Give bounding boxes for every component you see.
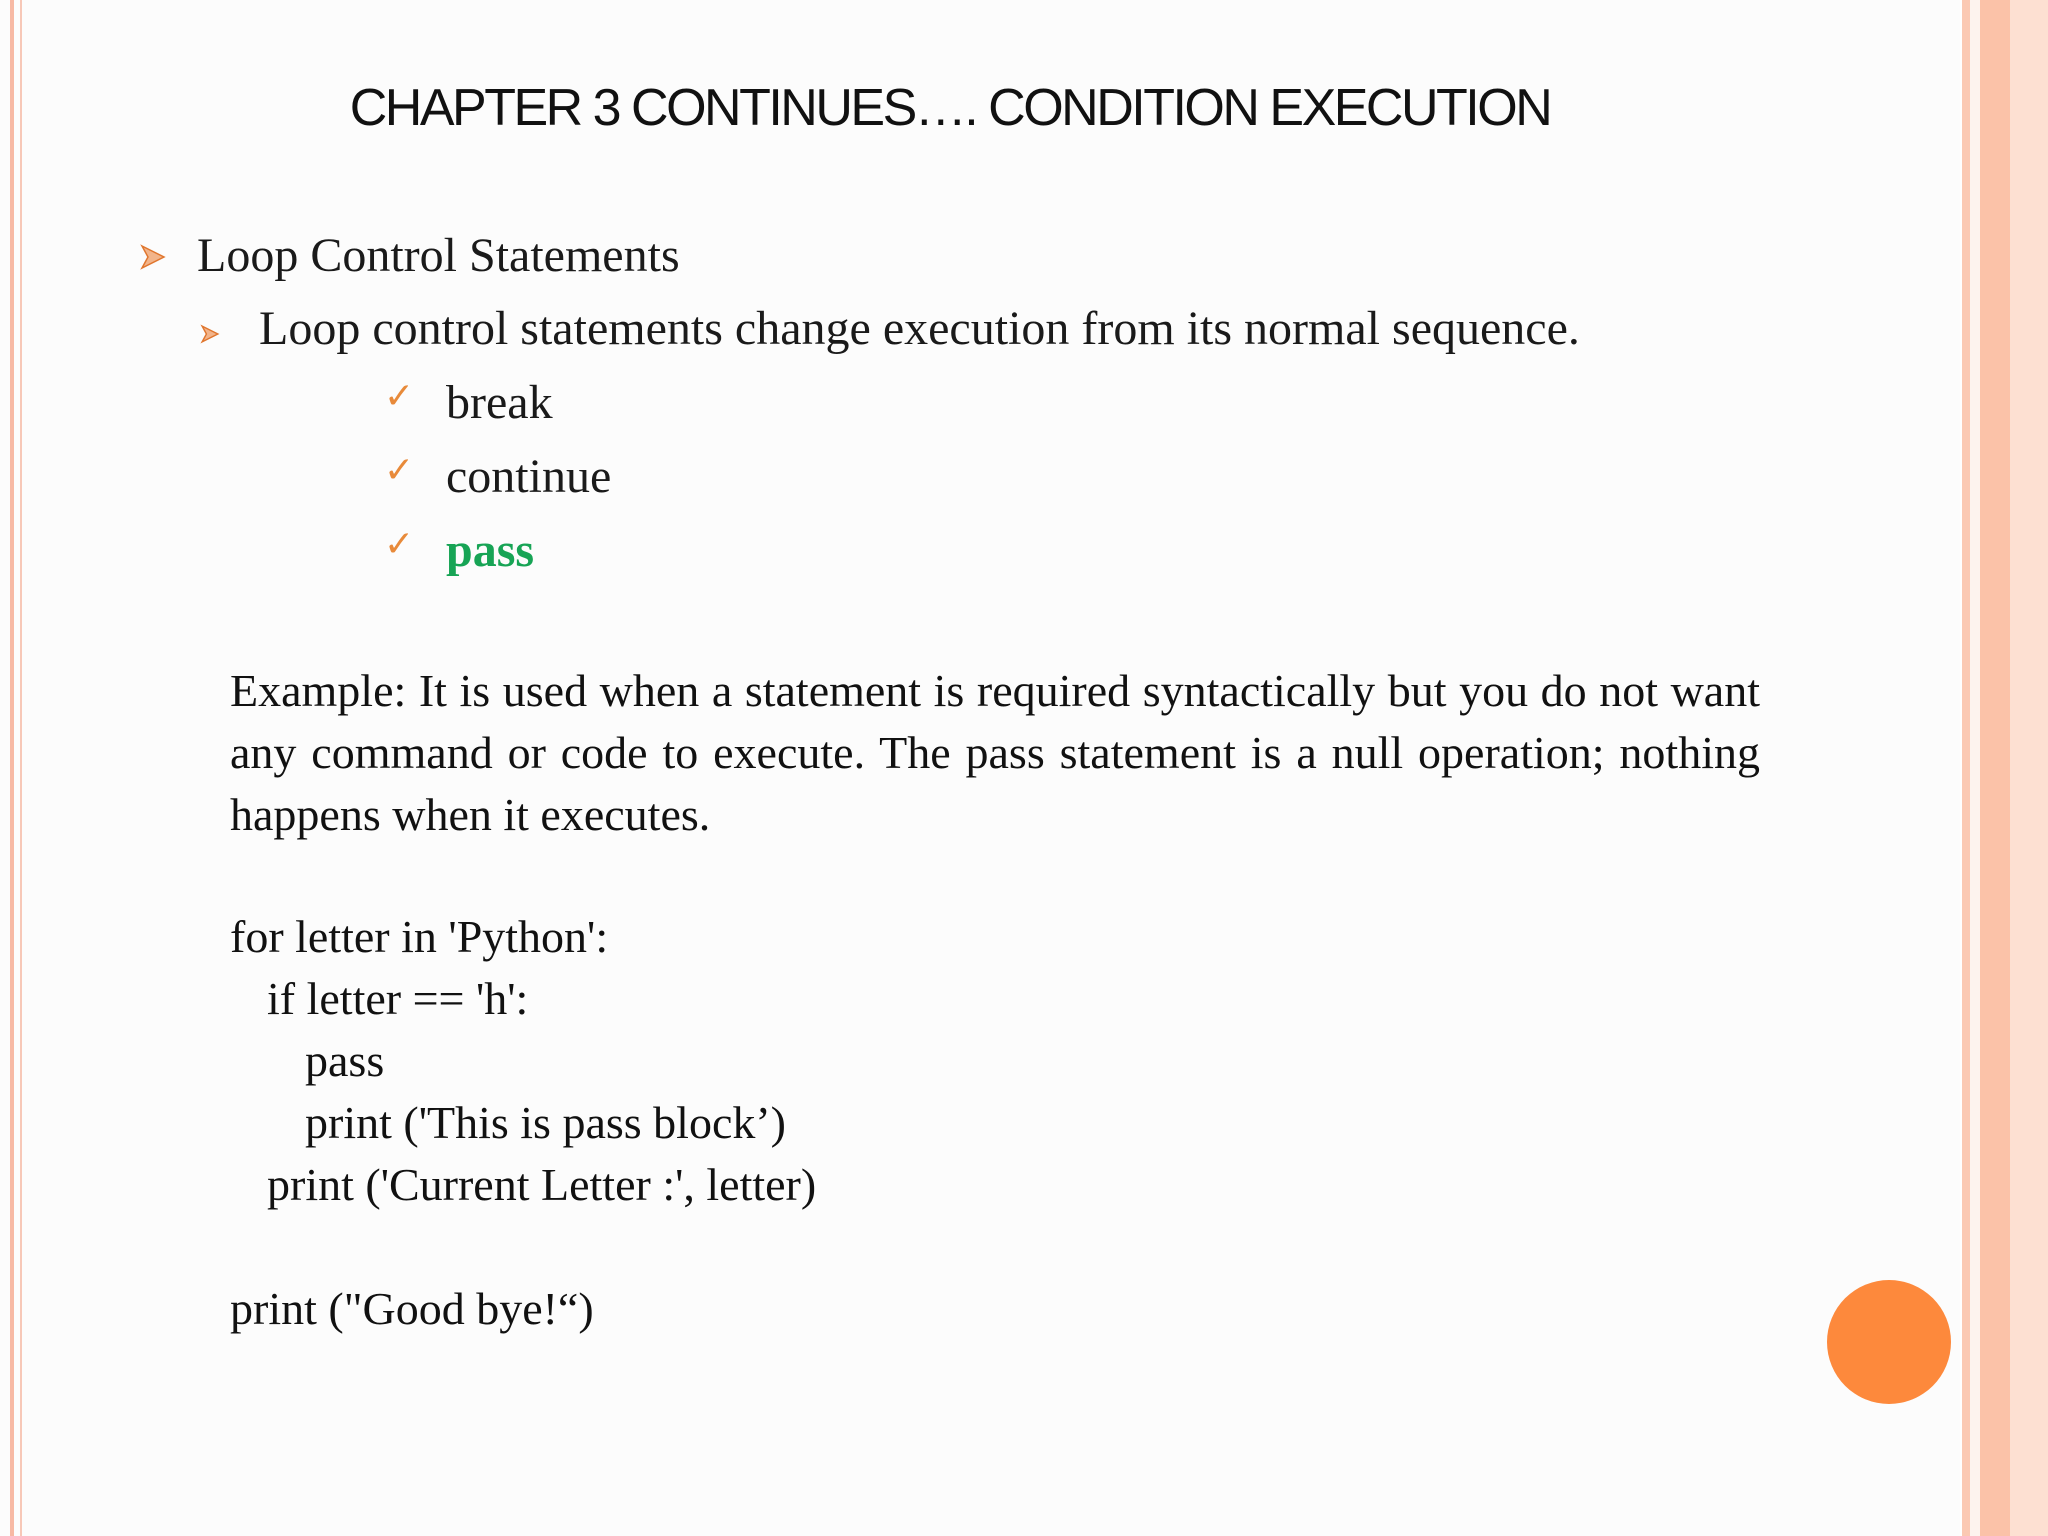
code-line-print-pass-block: print ('This is pass block’) (305, 1097, 787, 1148)
code-line-pass: pass (305, 1035, 385, 1086)
check-mark-icon: ✓ (384, 376, 415, 417)
slide-title: CHAPTER 3 CONTINUES…. CONDITION EXECUTION (349, 79, 1551, 137)
left-border-line (10, 0, 14, 1536)
check-mark-icon: ✓ (384, 524, 415, 565)
check-mark-icon: ✓ (384, 450, 415, 491)
checklist-item-pass: pass (446, 524, 535, 577)
left-border-line-inner (20, 0, 22, 1536)
checklist-item-break: break (446, 376, 553, 429)
arrowhead-bullet-icon (200, 324, 220, 349)
code-line-for-loop: for letter in 'Python': (230, 911, 609, 962)
orange-circle-decoration (1827, 1280, 1951, 1404)
bullet-loop-control-statements: Loop Control Statements (197, 229, 680, 282)
right-border-gap (1970, 0, 1980, 1536)
right-border-outer (2010, 0, 2048, 1536)
code-line-if: if letter == 'h': (267, 973, 529, 1024)
bullet-loop-control-description: Loop control statements change execution from its normal sequence. (259, 302, 1580, 355)
right-border-thin (1962, 0, 1970, 1536)
right-border-thick (1980, 0, 2010, 1536)
example-paragraph: Example: It is used when a statement is required syntactically but you do not want any command or code to execute. The pass statement is a null operation; nothing happens when it executes. (230, 665, 1760, 840)
code-line-print-good-bye: print ("Good bye!“) (230, 1283, 594, 1334)
arrowhead-bullet-icon (140, 243, 166, 279)
code-line-print-current-letter: print ('Current Letter :', letter) (267, 1159, 817, 1210)
checklist-item-continue: continue (446, 450, 612, 503)
